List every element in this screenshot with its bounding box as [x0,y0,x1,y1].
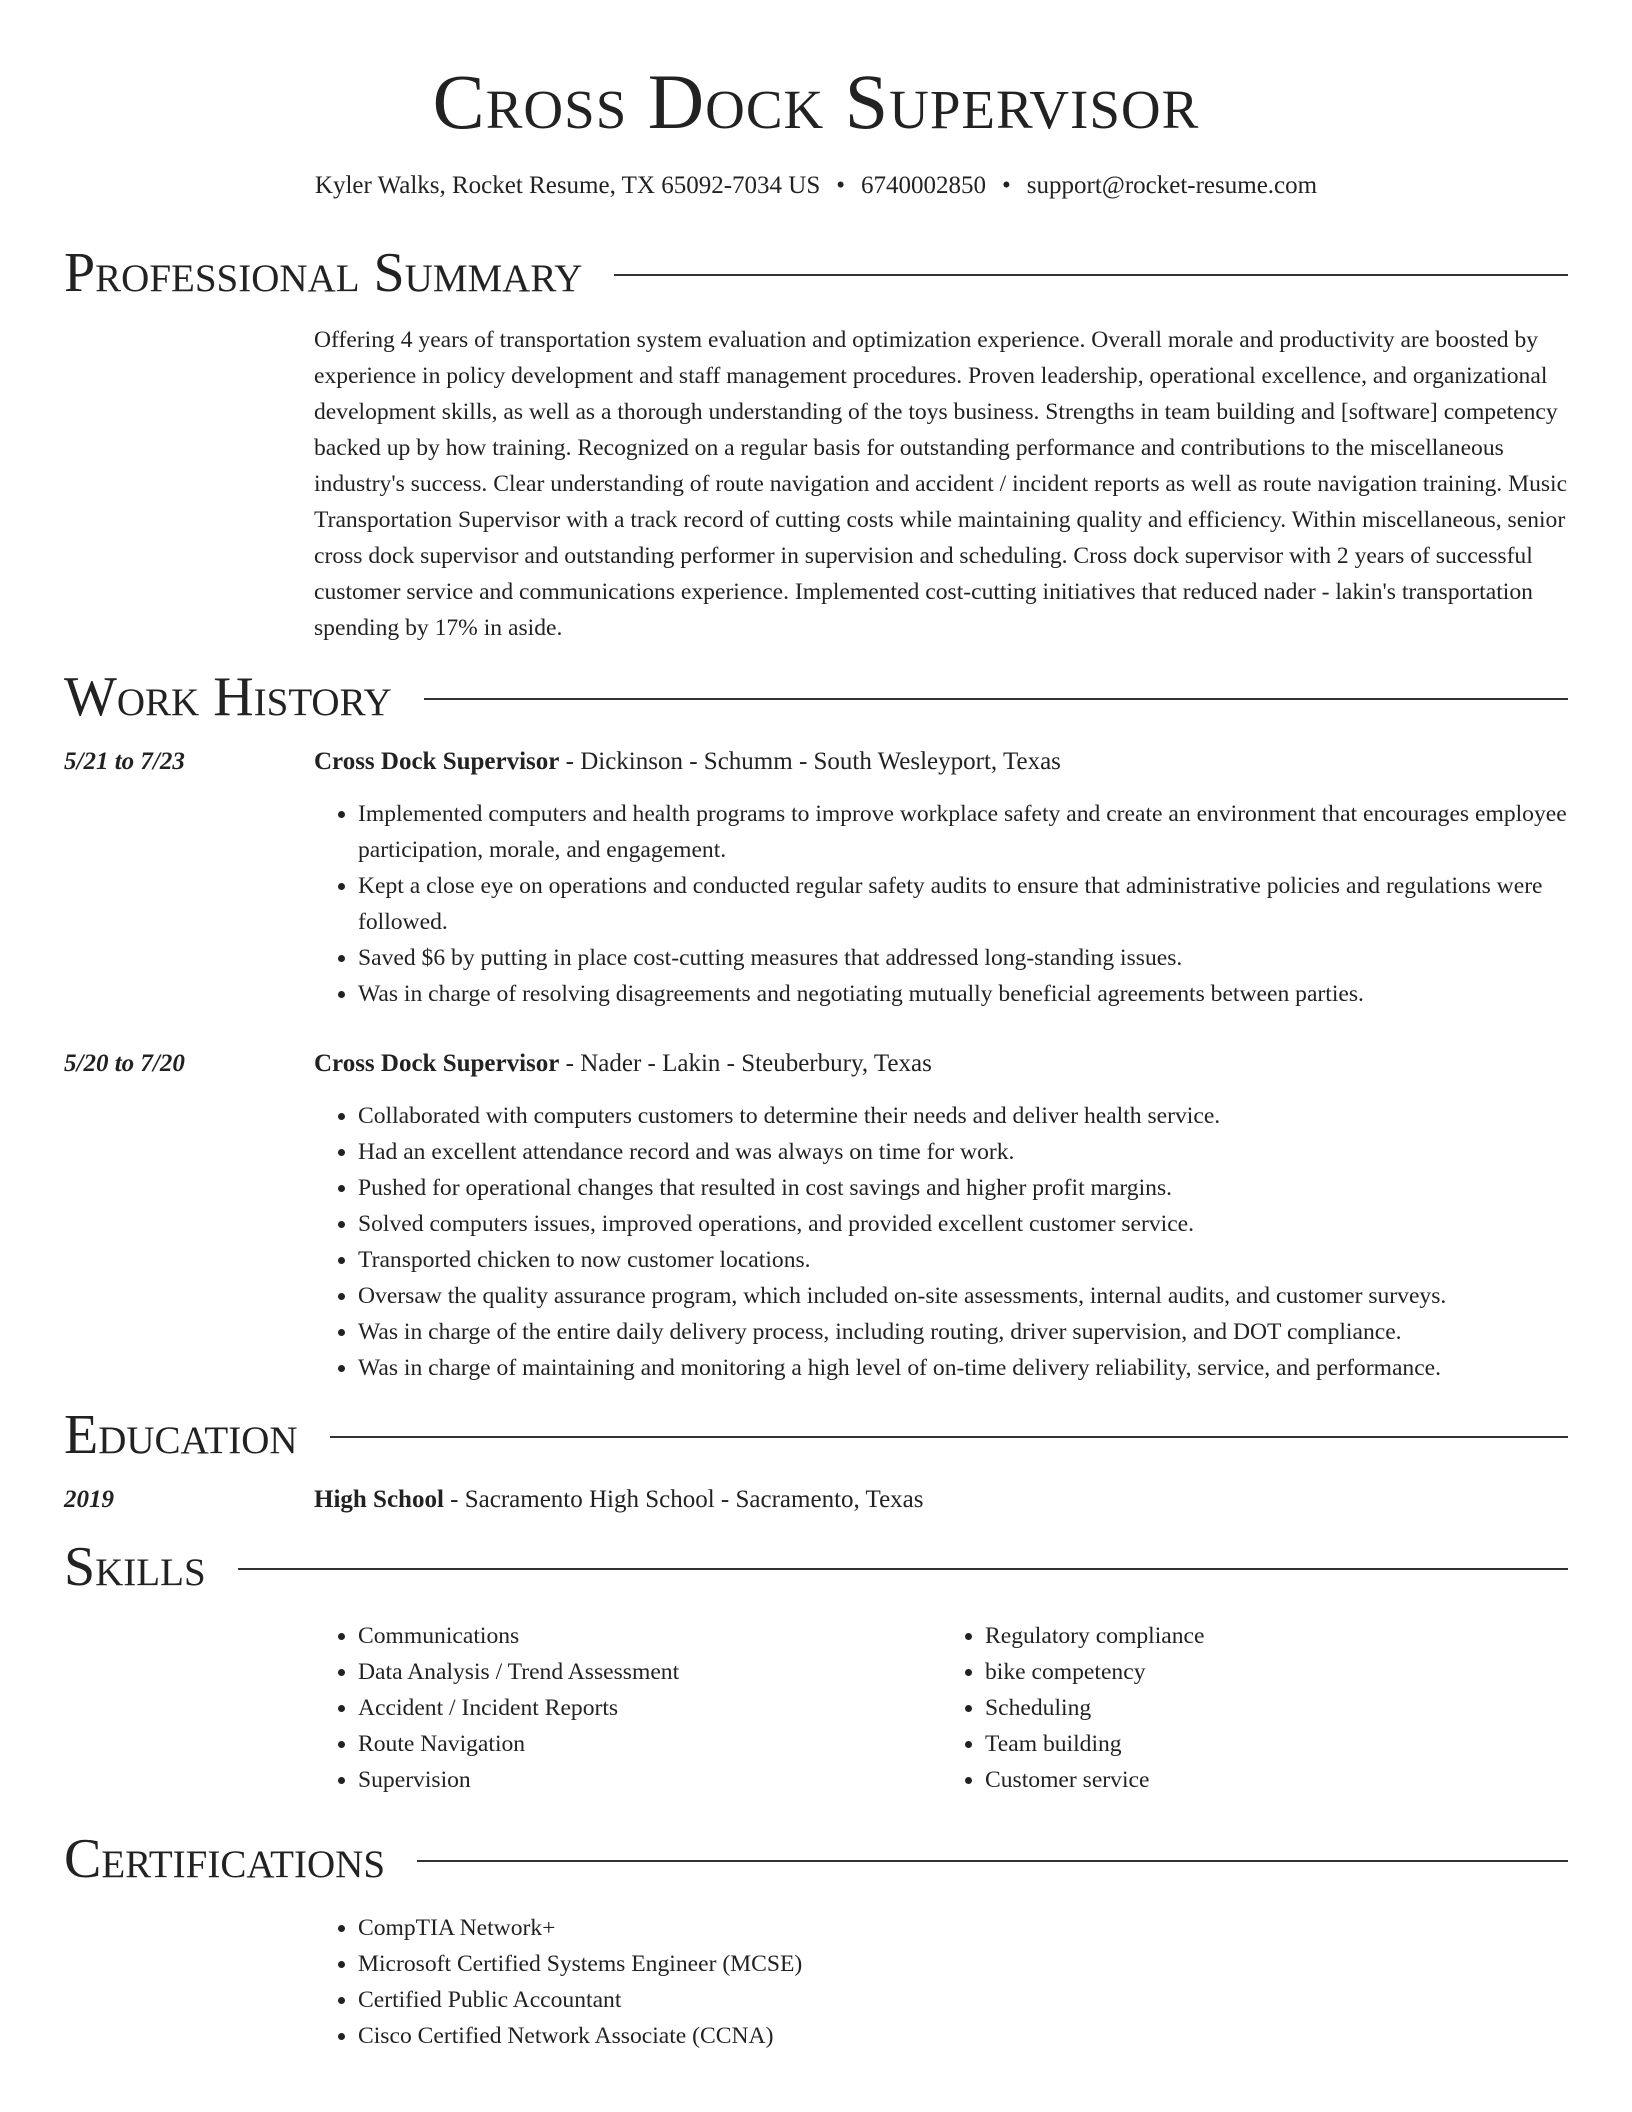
list-item: • Oversaw the quality assurance program, which included on-site assessments, internal audits, and customer surveys. [358,1278,1568,1314]
section-divider [614,274,1568,276]
skills-section-header [64,1532,1568,1602]
job-details: - Dickinson - Schumm - South Wesleyport, Texas [559,748,1061,775]
education-details: - Sacramento High School - Sacramento, Texas [443,1486,924,1513]
contact-separator: • [836,172,846,199]
education-section-header [64,1400,1568,1470]
list-item: • Had an excellent attendance record and was always on time for work. [358,1134,1568,1170]
list-item: • bike competency [985,1654,1568,1690]
list-item: • Customer service [985,1762,1568,1798]
contact-phone: 6740002850 [861,172,987,199]
list-item: • Supervision [358,1762,941,1798]
list-item: • Accident / Incident Reports [358,1690,941,1726]
list-item: • Was in charge of resolving disagreements and negotiating mutually beneficial agreements between parties. [358,976,1568,1012]
section-divider [424,698,1568,700]
list-item: • Team building [985,1726,1568,1762]
job-bullets [314,796,1568,1012]
skills-heading: Skills [64,1536,206,1598]
section-divider [238,1568,1568,1570]
summary-section-header [64,238,1568,308]
list-item: • Saved $6 by putting in place cost-cutting measures that addressed long-standing issues. [358,940,1568,976]
education-year: 2019 [64,1486,114,1513]
contact-separator: • [1002,172,1011,199]
list-item: • Certified Public Accountant [358,1982,1568,2018]
summary-heading: Professional Summary [64,242,583,304]
certifications-section-header [64,1824,1568,1894]
list-item: • Regulatory compliance [985,1618,1568,1654]
contact-address: Kyler Walks, Rocket Resume, TX 65092-7034 US [314,172,821,199]
job-entry [64,1046,1568,1386]
certifications-list [314,1910,1568,2054]
list-item: • Solved computers issues, improved operations, and provided excellent customer service. [358,1206,1568,1242]
section-divider [417,1860,1568,1862]
list-item: • Cisco Certified Network Associate (CCNA) [358,2018,1568,2054]
list-item: • Data Analysis / Trend Assessment [358,1654,941,1690]
skills-list-right [941,1618,1568,1798]
list-item: • Collaborated with computers customers to determine their needs and deliver health service. [358,1098,1568,1134]
list-item: • Communications [358,1618,941,1654]
resume-title: Cross Dock Supervisor [432,58,1200,145]
education-entry [64,1482,1568,1518]
job-details: - Nader - Lakin - Steuberbury, Texas [559,1050,932,1077]
job-role: Cross Dock Supervisor [314,748,560,775]
list-item: • CompTIA Network+ [358,1910,1568,1946]
summary-text: Offering 4 years of transportation system evaluation and optimization experience. Overall morale and productivity are boosted by experience in policy development and staff management procedures. Proven leadership, operational excellence, and organizational development skills, as well as a thorough understanding of the toys business. Strengths in team building and [software] competency backed up by how training. Recognized on a regular basis for outstanding performance and contributions to the miscellaneous industry's success. Clear understanding of route navigation and accident / incident reports as well as route navigation training. Music Transportation Supervisor with a track record of cutting costs while maintaining quality and efficiency. Within miscellaneous, senior cross dock supervisor and outstanding performer in supervision and scheduling. Cross dock supervisor with 2 years of successful customer service and communications experience. Implemented cost-cutting initiatives that reduced nader - lakin's transportation spending by 17% in aside. [314,327,1568,641]
work-section-header [64,662,1568,732]
certifications-heading: Certifications [64,1828,386,1890]
job-bullets [314,1098,1568,1386]
contact-email: support@rocket-resume.com [1026,172,1318,199]
contact-line [64,168,1568,204]
list-item: • Microsoft Certified Systems Engineer (MCSE) [358,1946,1568,1982]
section-divider [330,1436,1568,1438]
education-heading: Education [64,1404,298,1466]
list-item: • Pushed for operational changes that resulted in cost savings and higher profit margins. [358,1170,1568,1206]
list-item: • Scheduling [985,1690,1568,1726]
list-item: • Kept a close eye on operations and conducted regular safety audits to ensure that administrative policies and regulations were followed. [358,868,1568,940]
list-item: • Implemented computers and health programs to improve workplace safety and create an environment that encourages employee participation, morale, and engagement. [358,796,1568,868]
list-item: • Transported chicken to now customer locations. [358,1242,1568,1278]
skills-list-left [314,1618,941,1798]
job-header [314,1046,1568,1082]
job-entry [64,744,1568,1012]
work-heading: Work History [64,666,392,728]
education-degree: High School [314,1486,444,1513]
job-dates: 5/20 to 7/20 [64,1050,185,1077]
list-item: • Route Navigation [358,1726,941,1762]
job-role: Cross Dock Supervisor [314,1050,560,1077]
list-item: • Was in charge of the entire daily delivery process, including routing, driver supervision, and DOT compliance. [358,1314,1568,1350]
job-dates: 5/21 to 7/23 [64,748,185,775]
skills-grid [314,1618,1568,1798]
resume-page [64,0,1568,2054]
education-header [314,1482,1568,1518]
list-item: • Was in charge of maintaining and monitoring a high level of on-time delivery reliability, service, and performance. [358,1350,1568,1386]
job-header [314,744,1568,780]
